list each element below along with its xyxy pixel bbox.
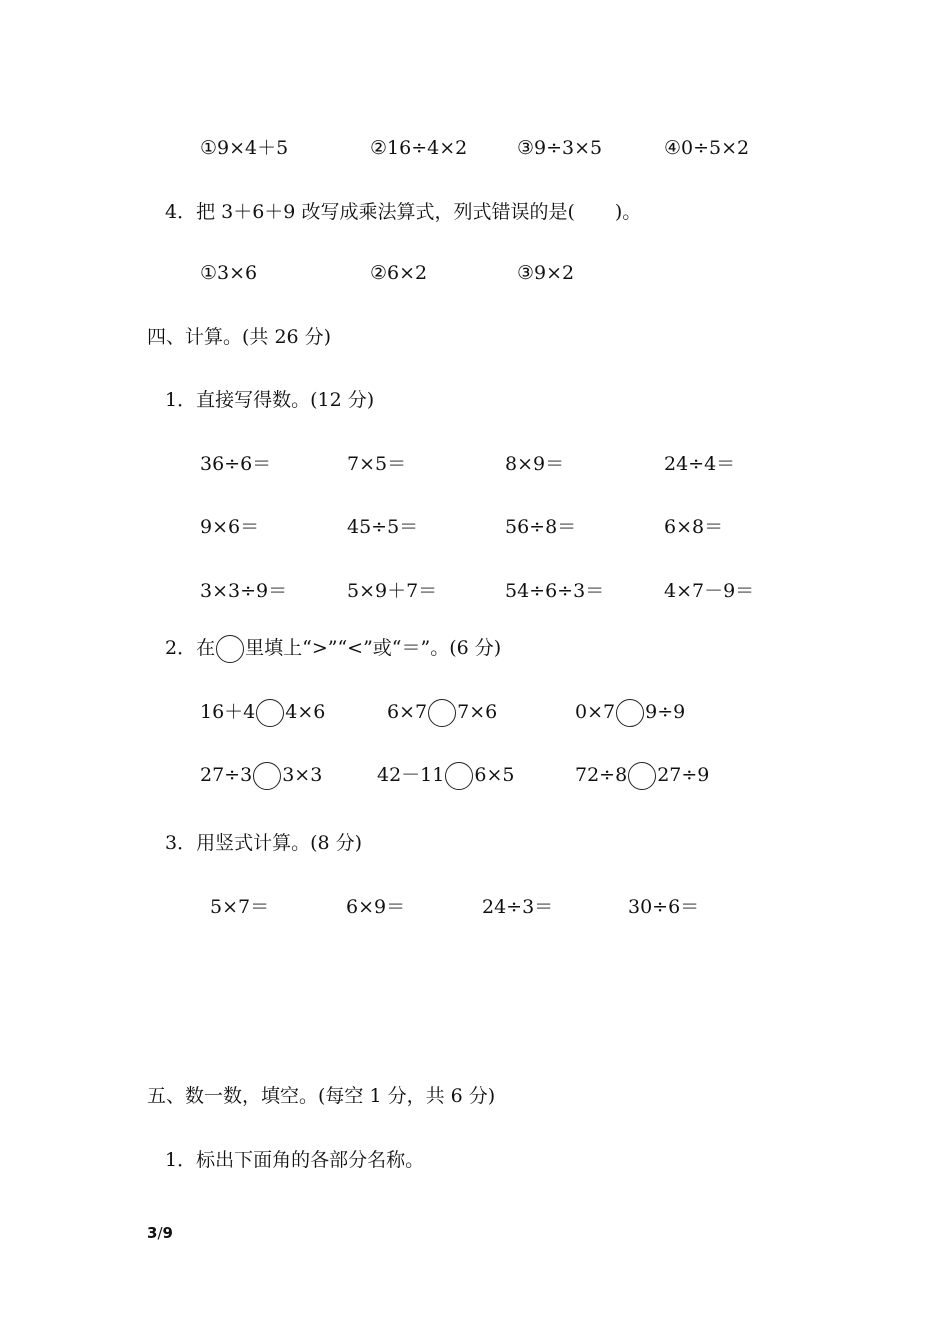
- vertical-calc-item: 30÷6＝: [628, 896, 700, 918]
- compare-item: [200, 698, 325, 727]
- sub-2-title-end: 里填上“>”“<”或“＝”。(6 分): [245, 637, 502, 659]
- compare-circle[interactable]: [253, 762, 281, 790]
- section-4-sub-2: [165, 634, 501, 663]
- calc-item: 56÷8＝: [505, 516, 577, 538]
- section-4-sub-3: [165, 829, 362, 857]
- question-4-text: 把 3＋6＋9 改写成乘法算式，列式错误的是(: [196, 201, 575, 223]
- sub-2-title-start: 在: [196, 637, 216, 659]
- page-number: [147, 1224, 173, 1242]
- compare-right: 4×6: [285, 701, 326, 723]
- vertical-calc-item: 24÷3＝: [482, 896, 554, 918]
- current-page: 3: [147, 1224, 158, 1242]
- compare-left: 0×7: [575, 701, 616, 723]
- compare-circle[interactable]: [256, 699, 284, 727]
- q4-option-3: ③9×2: [517, 262, 575, 284]
- sub-1-title: 标出下面角的各部分名称。: [196, 1149, 425, 1171]
- calc-item: 5×9＋7＝: [347, 580, 438, 602]
- circle-icon: [216, 635, 244, 663]
- calc-item: 36÷6＝: [200, 453, 272, 475]
- section-4-title: 四、计算。(共 26 分): [147, 326, 332, 348]
- question-4-number: 4．: [165, 201, 197, 223]
- calc-item: 3×3÷9＝: [200, 580, 288, 602]
- compare-right: 9÷9: [645, 701, 686, 723]
- sub-1-number: 1．: [165, 1149, 197, 1171]
- calc-item: 9×6＝: [200, 516, 260, 538]
- q3-option-2: ②16÷4×2: [370, 137, 468, 159]
- compare-left: 16＋4: [200, 701, 256, 723]
- sub-1-number: 1．: [165, 389, 197, 411]
- compare-left: 27÷3: [200, 764, 253, 786]
- sub-3-number: 3．: [165, 832, 197, 854]
- calc-item: 24÷4＝: [664, 453, 736, 475]
- calc-item: 6×8＝: [664, 516, 724, 538]
- compare-item: [387, 698, 497, 727]
- compare-left: 72÷8: [575, 764, 628, 786]
- compare-circle[interactable]: [616, 699, 644, 727]
- section-5-title: 五、数一数，填空。(每空 1 分，共 6 分): [147, 1085, 496, 1107]
- q3-option-4: ④0÷5×2: [664, 137, 750, 159]
- compare-circle[interactable]: [428, 699, 456, 727]
- calc-item: 7×5＝: [347, 453, 407, 475]
- compare-right: 7×6: [457, 701, 498, 723]
- q4-option-2: ②6×2: [370, 262, 428, 284]
- compare-item: [575, 698, 685, 727]
- calc-item: 54÷6÷3＝: [505, 580, 605, 602]
- total-pages: 9: [162, 1224, 173, 1242]
- section-5-sub-1: [165, 1146, 424, 1174]
- compare-item: [200, 761, 322, 790]
- compare-circle[interactable]: [628, 762, 656, 790]
- compare-right: 27÷9: [657, 764, 710, 786]
- sub-1-title: 直接写得数。(12 分): [196, 389, 375, 411]
- sub-2-number: 2．: [165, 637, 197, 659]
- section-4-sub-1: [165, 386, 374, 414]
- question-4-text-end: )。: [614, 201, 642, 223]
- compare-left: 6×7: [387, 701, 428, 723]
- q3-option-1: ①9×4＋5: [200, 137, 289, 159]
- vertical-calc-item: 6×9＝: [346, 896, 406, 918]
- vertical-calc-item: 5×7＝: [210, 896, 270, 918]
- compare-circle[interactable]: [445, 762, 473, 790]
- page-separator: /: [157, 1224, 163, 1242]
- q4-option-1: ①3×6: [200, 262, 258, 284]
- calc-item: 8×9＝: [505, 453, 565, 475]
- compare-item: [575, 761, 709, 790]
- compare-left: 42－11: [377, 764, 445, 786]
- compare-right: 3×3: [282, 764, 323, 786]
- calc-item: 45÷5＝: [347, 516, 419, 538]
- question-4: [165, 198, 641, 226]
- compare-right: 6×5: [474, 764, 515, 786]
- sub-3-title: 用竖式计算。(8 分): [196, 832, 363, 854]
- q3-option-3: ③9÷3×5: [517, 137, 603, 159]
- compare-item: [377, 761, 514, 790]
- calc-item: 4×7－9＝: [664, 580, 755, 602]
